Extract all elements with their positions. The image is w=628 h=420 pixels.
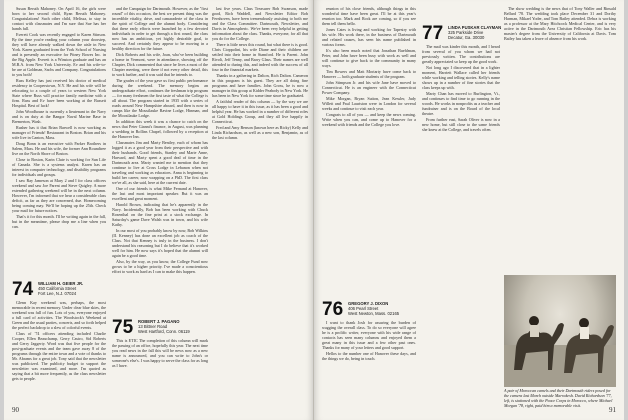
class-notes-column-2: and the Campaign for Dartmouth. However, as the "first round" of this occasion, the best we present thing was the incredible vitality, drive, and camaraderie of the class in the spirit of College and the alumni body. Considering that these early efforts were launched by a few devoted individuals in order to get through a first round, the class now has an ambitious, yet highly desirable goal, to succeed. And certainly they appear to be moving in a healthy direction for the future. Dick Roberts and his wife, Joan, who've been building a home in Vermont, were in attendance, showing off the Chapter, Dick commented that since he lives a most of the Chapter meeting, were there if not every other detail, this to work further, and it was said that he intends to. The grades of the year gave us first public performance during the weekend. The memory begins an undergraduate effort, continues the freshman trip program — for many freshmen the first taste of what the College is all about. The program started in 1935 with a series of roads around New Hampshire aboard, and then is now in camps like the Mousilauke Ravine Lodge, Hinman, and the Moosilauke Lodge. In addition this week it was a chance to catch on the news that Peter Gianni's finance, in August, was planning a wedding in Rollins Chapel, followed by a reception at the Hanover Inn. Classmates Jim and Marty Bentley, each of whom has logged it as a good year from their perspective and with their husbands. Good friends, Stanley and Marie Anne, Harvard, and Marty spent a good deal of time in the Dartmouth area. Marty wanted me to mention that they continue to live at Cross Lodge in Lebanon when not traveling and working as educators. Anna is beginning to build her career, now wrapping on a PhD. The first class we've all, as she said, here at the current date. One of our friends is what Mike Fernand at Hanover, the last and most important speaker. But it was an excellent and great moment. Harold Brown, indicating that he's apparently in the Navy. Incidentally, Bob has been working with Chuck Rosenthal on the fine print at a stock exchange. In Saturday's game Dave Walsh was in town, and his wife Kathy. In our most of you probably know by now, Bob Wilkins (II. Kenney) has done an excellent job as coach of the Class. Not that Kenney is truly in the business. I don't understand his reasoning but I do believe that it's worked well for him. He now says it's hoped that the alumni will again be a good time. Also, by the way, as you know, the College Fund now grows to be a higher priority. I've made a conscientious effort to work as hard as I can to make this happen. [112,6,208,274]
class-notes-column-4b: I want to thank Josh for assuring the burden of wagging the overall class. To do so everyone will agree he is a prolific writer, everyone with his wide range of contacts has seen many columns and enjoyed them a great many in this issue and a few other past ones. Thanks for many of your letters and good support. Hellos to the number one of Hanover these days, and the things we do, being in touch. [322,320,416,361]
class-notes-column-4: reunion of his close friends, although things in this wonderful time have been great. I'll be at this year's reunion too. Mark and Rock are coming, so if you see them tell them hello. Jones Cates is living and working for Tapestry with his wife. His work there, in the business of Dartmouth and related causes, has seen his name published in various forms. It's also been much noted that Jonathan Buehlman, Peter, and John have been busy with work as well and will continue to give back to the community in many ways. Tim Bowers and Matt Moriarty have come back to Hanover — both graduate students of the program. John Stimpson Jr. and his wife Jane have moved to Connecticut. He is an engineer with the Connecticut Power Company. Mike Morgan, Bryan Sutton, Jean Kessler, Judy Willett and Paul Lauriston were in London for several weeks and continue to visit each year. Congrats to all of you — and keep the news coming. Write when you can, and come up to Hanover for a weekend with friends and the College you love. [322,6,416,127]
class-secretary-address-76: GREGORY J. DIXON 406 Pearl Street West Newton, Mass. 02165 [348,301,400,316]
class-year-heading-76: 76 [322,299,344,320]
camel-riders-illustration [504,275,616,387]
class-notes-column-6: The show wedding is the news that of Tony Waller and Rinsald Bellard '78. The wedding took place December 31 and Dorthy Harman, Mikael Yoder, and Tom Bailey attended. Debra is working as a professor at the Mary Hitchcock Medical Center, and is very active in the Dartmouth Area Christian Fellowship. Eric has his master's degree from the University of California at Davis. Tom Bailey has taken a leave of absence from his work. [504,6,616,41]
magazine-spread [4,0,624,420]
page-number-left: 90 [12,406,19,414]
left-page [4,0,314,420]
class-year-heading-75: 75 [112,317,134,338]
class-notes-column-1b: Glenn Kay weekend was, perhaps, the most memorable in recent memory. Under clear blue skies, the weekend was full of fun. Lots of you, everyone enjoyed a full card of activities. The Woodstock's Weekend at Green and the usual parties, concerts, and so forth helped the perfect backdrop to a slew of colorful events. Class of '74 officers attending included Charlie Cooper, Ellen Beauchamp, Gerry Castro, Sid Roberts and Gerry Jaggerty. Word was that five people for the post-graduate events and the team gave away 8 of the programs through the entire town and a vote of thanks to Mr. Abrams for a great job. Tony said that the newsletter was publicized. The publicity budget to support the newsletter was examined, and more. I'm quoted as saying that a bit more frequently, as the class newsletter gets to people. [12,300,106,381]
right-page [314,0,624,420]
class-year-heading-77: 77 [422,23,444,44]
class-secretary-address-74: WILLIAM H. GEIER JR. 450 California Street Fort Lee, N.J. 07024 [38,281,84,296]
class-notes-column-1: Susan Beruth Mahoney. On April 16, the girls were born to her second child, Ryan Beruth Mahoney. Congratulations! Such other child, Melissa, to stay in contact with classmates and I'm sure that Sue has her hands full. Everett Cook was recently engaged to Karen Stinson. By the time you're reading your column your doorstep, they will have already walked down the aisle in New York. Karen graduated from the York School of Nursing and is presently an executive for Pitney Bowes Inc. in the Big Apple. Everett is a Winston graduate and has an M.B.A. from New York University. Ev and his wife-to-be are at Goldman, Sachs and Company. Congratulations to you both! Russ Kelley has just received his doctor of medical residency in Cooperstown, N.Y. He and his wife will be relocating to a couple of years to western New York State where Russ will practice family medicine with a firm. Russ and Ev have been working at the Bassett Hospital. Best of luck! John Woodhouse is currently a lieutenant in the Navy and is on duty at the Bangor Naval Marine Base in Bremerton, Wash. Rusher has it that Brian Barwell is now working as manager of Friends! Restaurant in Boston. Brian and his wife live in Canton, Mass. Doug Bonn is an executive with Parker Brothers in Salem, Mass. He and his wife, the former Ann Roundtree live on the North Shore of Boston. Close to Boston, Karin Clute is working for Sun Life of Canada. She is a systems analyst. Karen has an interest in computer technology, and disability programs for individuals and groups. I saw Ray Jameson at Mary 2 and I for class officers weekend and saw Joe Parent and Steve Quigley. A more extended gathering weekend will be in the next column. However, I'm informed that we hear a considerable class deficit, as far as they are concerned, due. Homecoming being coming may. We'll be hoping up the 25th. Check your mail for future notices. That's it for this month. I'll be writing again in the fall, but in the meantime, please drop me a line when you can. [12,6,106,229]
class-secretary-address-77: LINDA PUSKAR CLAYMAN 325 Parkside Drive Decatur, Ga. 30030 [448,25,502,40]
class-year-heading-74: 74 [12,279,34,300]
page-number-right: 91 [609,406,616,414]
class-secretary-address-75: ROBERT J. PAGANO 13 Bittner Road West Hartford, Conn. 06119 [138,319,190,334]
class-notes-column-3-left: last five years. Class Treasurer Bob Swanson, made good, Rich Waddell, and Newsletter Editor Bob Fernhoven, have been tremendously assisting to both me and the Class Committee. Dartmouth, Newsletter, and Davis in Atmospheric. We've been very helpful in getting information about the class. Thanks, everyone, for all that you do for the College. There is little news this round, but what there is is good. Chris Cioppolini, his wife Diane and their children are settled into their home in Stamford. He is Parent. John Rivoli, Jeff Tenny, and Barry Glass. Their names are well attended to during this, and indeed with the success of all four in the financial markets. Thanks in a gathering in Dalton, Rich Dalton. Cameron in this program is his guest. They are all doing fine programs and have families. John Gross, he is now a manager in this group at Kidder Peabody in New York. He has been in New York for some time since he graduated. A faithful reader of this column — by the way we are all happy to have it in this issue, as it has been a good and helpful year. He has worked in a number of different roles at Gold Holdings Group, and they all live happily in Connecticut. Fred and Amy Benson (known here as Ricky) Kelly and Linda Richardson, as well as a new son, Benjamin, as of the last column. [212,6,308,140]
class-notes-column-5: The mail was kinder this month, and I heard from several of you whom we had not previously written. The contributions are greatly appreciated so keep up the good work. Not long ago I discovered that in a lighter moment, Harriett Wallace called her friends while working and telling stories. Kelly's name shows up in a number of fine stories that the class keeps up with. Marty Chan has moved to Burlington, Vt., and continues to find time to go running in the woods. He works in nonprofits as a teacher and fundraiser and is on the Board of the local theatre. From further east, Sarah Oliver is now in a new home, but still close to the same friends she knew at the College, and travels often. [422,44,500,132]
class-notes-column-2b: This is ETIC The completion of this column will mark the passing of an office, hopefully this year. The next time you read news in the fall this will be news now as a new name is announced, and you can write to John's or someone's else's. I was happy to serve the class for as long as I have. [112,338,208,368]
photo-caption: A pair of Moroccan camels and their Dartmouth riders posed for the camera last March outside Marrakesh. David Richardson '77, left, is stationed with the Peace Corps in Morocco, where Michael Morgan '78, right, paid him a memorable visit. [504,388,613,408]
camel-riders-photo [504,275,616,387]
